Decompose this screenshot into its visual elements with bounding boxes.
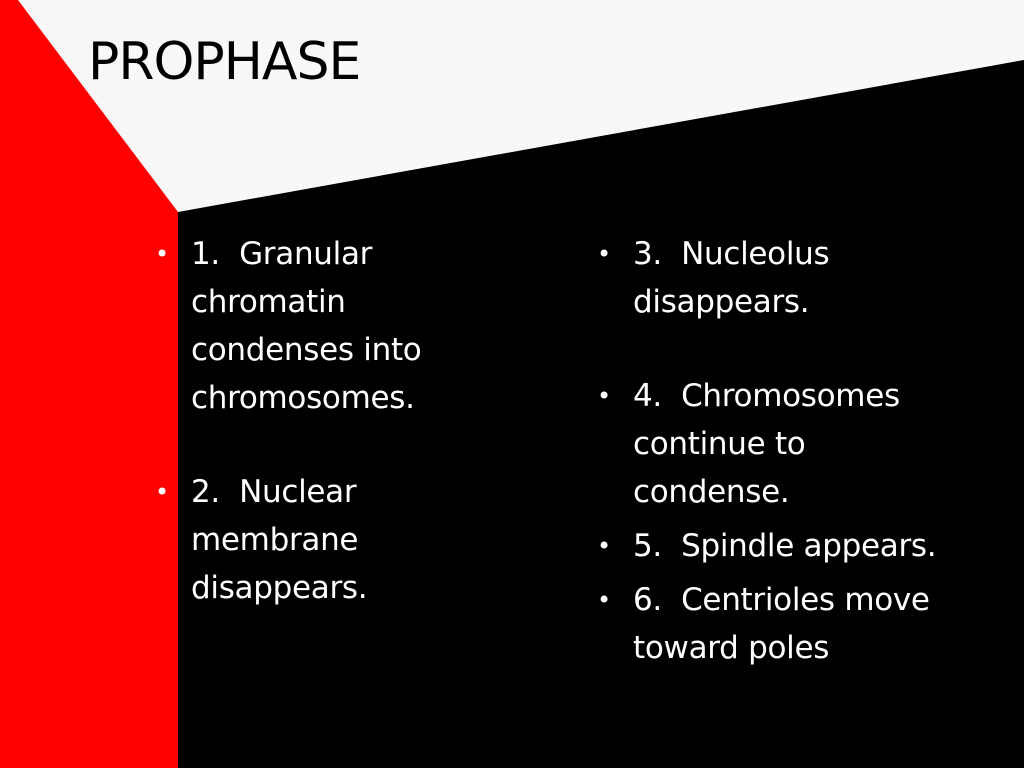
bullet-text: 4. Chromosomes continue to condense. — [633, 378, 900, 510]
bullet-icon: • — [155, 478, 169, 506]
bullet-text: 6. Centrioles move toward poles — [633, 582, 930, 666]
left-bullet-list — [155, 230, 485, 612]
bullet-text: 3. Nucleolus disappears. — [633, 236, 830, 320]
bullet-item-5 — [597, 522, 1017, 570]
bullet-icon: • — [597, 240, 611, 268]
bullet-text: 2. Nuclear membrane disappears. — [191, 474, 368, 606]
bullet-item-1 — [155, 230, 485, 422]
bullet-item-2 — [155, 468, 485, 612]
bullet-icon: • — [597, 586, 611, 614]
bullet-text: 1. Granular chromatin condenses into chromosomes. — [191, 236, 422, 416]
right-bullet-list — [597, 230, 1017, 672]
bullet-icon: • — [597, 532, 611, 560]
bullet-item-3 — [597, 230, 1017, 326]
bullet-item-6 — [597, 576, 1017, 672]
bullet-text: 5. Spindle appears. — [633, 528, 937, 564]
bullet-icon: • — [597, 382, 611, 410]
bullet-item-4 — [597, 372, 1017, 516]
slide-title: PROPHASE — [88, 32, 361, 92]
bullet-icon: • — [155, 240, 169, 268]
